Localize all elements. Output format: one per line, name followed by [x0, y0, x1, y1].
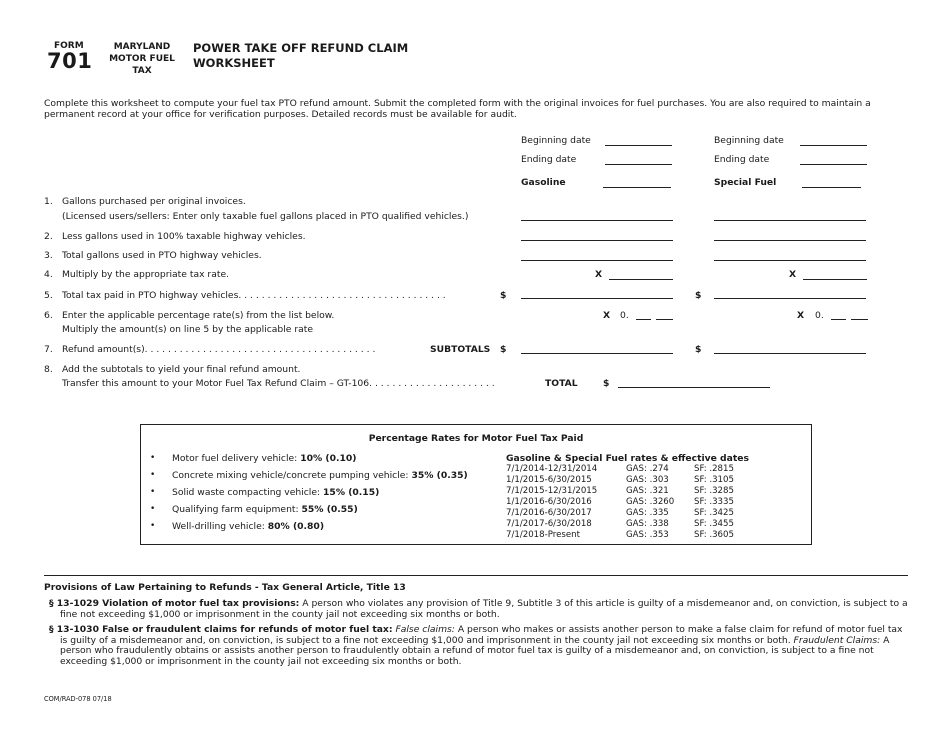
- line-4-gasoline-multiply-mark: X: [595, 269, 603, 280]
- line-3-number: 3.: [44, 250, 53, 261]
- fuel-rate-dates: 7/1/2014-12/31/2014: [506, 464, 598, 474]
- agency-name: [104, 41, 180, 77]
- rate-item-value: 55% (0.55): [301, 504, 358, 515]
- line-7-number: 7.: [44, 344, 53, 355]
- line-4-number: 4.: [44, 269, 53, 280]
- line-5-special-fuel-dollar: $: [695, 290, 702, 301]
- provision-13-1029-body: A person who violates any provision of Title 9, Subtitle 3 of this article is guilty of a misdemeanor and, on conviction, is subject to a fine not exceeding $1,000 or imprisonment in the county jail not exceeding six months or both.: [60, 598, 908, 620]
- line-6-gasoline-digit-1[interactable]: [636, 319, 651, 320]
- rate-item-label: Motor fuel delivery vehicle:: [172, 453, 301, 464]
- rate-item-value: 35% (0.35): [411, 470, 468, 481]
- line-5-special-fuel-input[interactable]: [714, 298, 866, 299]
- gas-beginning-date-label: Beginning date: [521, 135, 591, 146]
- line-5-gasoline-input[interactable]: [521, 298, 673, 299]
- rate-item-value: 80% (0.80): [267, 521, 325, 532]
- line-2-number: 2.: [44, 231, 53, 242]
- line-7-special-fuel-dollar: $: [695, 344, 702, 355]
- fuel-rate-sf: SF: .3605: [694, 530, 734, 540]
- agency-line-1: MARYLAND: [113, 42, 171, 52]
- line-6-gasoline-digit-2[interactable]: [656, 319, 673, 320]
- gas-ending-date-input[interactable]: [605, 164, 672, 165]
- form-label: FORM: [54, 41, 84, 51]
- line-6-number: 6.: [44, 310, 53, 321]
- fuel-rate-gas: GAS: .303: [626, 475, 669, 485]
- percentage-rates-box: [140, 424, 812, 545]
- special-fuel-column-header: Special Fuel: [714, 177, 777, 188]
- line-4-text: Multiply by the appropriate tax rate.: [62, 269, 230, 280]
- rate-item-label: Well-drilling vehicle:: [172, 521, 268, 532]
- fuel-rates-title: Gasoline & Special Fuel rates & effective dates: [506, 453, 749, 464]
- fuel-rate-dates: 7/1/2018-Present: [506, 530, 580, 540]
- fuel-rate-sf: SF: .2815: [694, 464, 734, 474]
- fuel-rate-sf: SF: .3335: [694, 497, 734, 507]
- line-8-total-dollar: $: [603, 378, 610, 389]
- section-divider: [44, 575, 908, 576]
- fuel-rate-gas: GAS: .321: [626, 486, 669, 496]
- rate-item-value: 10% (0.10): [300, 453, 357, 464]
- rate-item: [172, 521, 324, 532]
- fuel-rate-sf: SF: .3285: [694, 486, 734, 496]
- form-title: [193, 41, 453, 71]
- line-8-text: Add the subtotals to yield your final refund amount.: [62, 364, 301, 375]
- line-6-text: Enter the applicable percentage rate(s) from the list below.: [62, 310, 335, 321]
- sf-beginning-date-label: Beginning date: [714, 135, 784, 146]
- rate-item-label: Concrete mixing vehicle/concrete pumping vehicle:: [172, 470, 412, 481]
- form-revision-code: COM/RAD-078 07/18: [44, 695, 112, 703]
- line-6-gasoline-multiply-mark: X: [603, 310, 611, 321]
- fraudulent-claims-body: A person who fraudulently obtains or assists another person to fraudulently obtain a refund of motor fuel tax is guilty of a misdemeanor and, on conviction, is subject to a fine not exceeding $1,000 or imprisonment in the county jail not exceeding six months or both.: [60, 634, 890, 667]
- line-1-text: Gallons purchased per original invoices.: [62, 196, 246, 207]
- line-6-subtext: Multiply the amount(s) on line 5 by the applicable rate: [62, 324, 314, 335]
- line-8-number: 8.: [44, 364, 53, 375]
- gas-beginning-date-input[interactable]: [605, 145, 672, 146]
- rate-item: [172, 470, 468, 481]
- bullet-icon: •: [150, 470, 156, 480]
- line-4-special-fuel-rate-input[interactable]: [803, 279, 867, 280]
- line-5-number: 5.: [44, 290, 53, 301]
- form-number: 701: [47, 49, 93, 73]
- line-7-gasoline-input[interactable]: [521, 353, 673, 354]
- sf-beginning-date-input[interactable]: [800, 145, 867, 146]
- rate-item-value: 15% (0.15): [323, 487, 380, 498]
- line-8-total-input[interactable]: [618, 387, 770, 388]
- provision-13-1030-heading: § 13-1030 False or fraudulent claims for refunds of motor fuel tax:: [49, 624, 393, 635]
- line-4-gasoline-rate-input[interactable]: [609, 279, 673, 280]
- sf-ending-date-label: Ending date: [714, 154, 770, 165]
- line-3-special-fuel-input[interactable]: [714, 260, 866, 261]
- fuel-rate-gas: GAS: .274: [626, 464, 669, 474]
- fuel-rate-dates: 7/1/2015-12/31/2015: [506, 486, 598, 496]
- false-claims-label: False claims:: [392, 624, 455, 635]
- fuel-rate-gas: GAS: .335: [626, 508, 669, 518]
- agency-line-2: MOTOR FUEL: [109, 54, 175, 64]
- agency-line-3: TAX: [132, 66, 152, 76]
- bullet-icon: •: [150, 487, 156, 497]
- fuel-rate-sf: SF: .3425: [694, 508, 734, 518]
- line-7-text: Refund amount(s). . . . . . . . . . . . . . . . . . . . . . . . . . . . . . . . . . . . . . . .: [62, 344, 376, 355]
- line-2-gasoline-input[interactable]: [521, 240, 673, 241]
- false-claims-body: A person who makes or assists another person to make a false claim for refund of motor fuel tax is guilty of a misdemeanor and, on conviction, is subject to a fine not exceeding $1,000 and imprisonment in the county jail not exceeding six months or both.: [60, 624, 903, 646]
- sf-ending-date-input[interactable]: [800, 164, 867, 165]
- fuel-rate-sf: SF: .3105: [694, 475, 734, 485]
- rate-item: [172, 453, 356, 464]
- line-3-gasoline-input[interactable]: [521, 260, 673, 261]
- provisions-title: Provisions of Law Pertaining to Refunds - Tax General Article, Title 13: [44, 582, 406, 593]
- fuel-rate-dates: 1/1/2015-6/30/2015: [506, 475, 592, 485]
- line-7-special-fuel-input[interactable]: [714, 353, 866, 354]
- percentage-rates-title: Percentage Rates for Motor Fuel Tax Paid: [368, 433, 584, 444]
- line-5-text: Total tax paid in PTO highway vehicles. . . . . . . . . . . . . . . . . . . . . . . . . . . . . . . . . . . .: [62, 290, 446, 301]
- fuel-rate-dates: 7/1/2016-6/30/2017: [506, 508, 592, 518]
- line-8-subtext: Transfer this amount to your Motor Fuel Tax Refund Claim – GT-106. . . . . . . . . . . . . . . . . . . . . .: [62, 378, 495, 389]
- line-2-text: Less gallons used in 100% taxable highway vehicles.: [62, 231, 306, 242]
- fuel-rate-dates: 7/1/2017-6/30/2018: [506, 519, 592, 529]
- line-7-gasoline-dollar: $: [500, 344, 507, 355]
- fuel-rate-gas: GAS: .338: [626, 519, 669, 529]
- line-5-gasoline-dollar: $: [500, 290, 507, 301]
- provision-13-1029: [49, 598, 910, 620]
- gasoline-header-rule: [603, 187, 671, 188]
- provision-13-1029-heading: § 13-1029 Violation of motor fuel tax provisions:: [49, 598, 300, 609]
- fraudulent-claims-label: Fraudulent Claims:: [790, 634, 881, 646]
- line-1-subtext: (Licensed users/sellers: Enter only taxable fuel gallons placed in PTO qualified vehicles.): [62, 211, 469, 222]
- gas-ending-date-label: Ending date: [521, 154, 577, 165]
- bullet-icon: •: [150, 521, 156, 531]
- provision-13-1030: [49, 624, 910, 667]
- line-4-special-fuel-multiply-mark: X: [789, 269, 797, 280]
- line-1-special-fuel-input[interactable]: [714, 220, 866, 221]
- line-6-special-fuel-digit-1[interactable]: [831, 319, 846, 320]
- rate-item-label: Solid waste compacting vehicle:: [172, 487, 324, 498]
- fuel-rate-sf: SF: .3455: [694, 519, 734, 529]
- fuel-rate-gas: GAS: .353: [626, 530, 669, 540]
- line-1-gasoline-input[interactable]: [521, 220, 673, 221]
- instructions-text: Complete this worksheet to compute your fuel tax PTO refund amount. Submit the completed form with the original invoices for fuel purchases. You are also required to maintain a permanent record at your office for verification purposes. Detailed records must be available for audit.: [44, 98, 871, 120]
- fuel-rate-dates: 1/1/2016-6/30/2016: [506, 497, 592, 507]
- line-6-special-fuel-digit-2[interactable]: [851, 319, 868, 320]
- line-2-special-fuel-input[interactable]: [714, 240, 866, 241]
- rate-item-label: Qualifying farm equipment:: [172, 504, 302, 515]
- rate-item: [172, 504, 358, 515]
- form-title-line-1: POWER TAKE OFF REFUND CLAIM: [193, 41, 409, 55]
- bullet-icon: •: [150, 504, 156, 514]
- line-3-text: Total gallons used in PTO highway vehicles.: [62, 250, 262, 261]
- line-1-number: 1.: [44, 196, 53, 207]
- line-7-subtotals-label: SUBTOTALS: [430, 344, 491, 355]
- gasoline-column-header: Gasoline: [521, 177, 566, 188]
- line-6-special-fuel-multiply-mark: X: [797, 310, 805, 321]
- line-6-gasoline-zero-prefix: 0.: [620, 310, 629, 321]
- fuel-rate-gas: GAS: .3260: [626, 497, 675, 507]
- bullet-icon: •: [150, 453, 156, 463]
- line-6-special-fuel-zero-prefix: 0.: [815, 310, 824, 321]
- form-title-line-2: WORKSHEET: [193, 56, 275, 70]
- special-fuel-header-rule: [802, 187, 861, 188]
- rate-item: [172, 487, 379, 498]
- line-8-total-label: TOTAL: [545, 378, 578, 389]
